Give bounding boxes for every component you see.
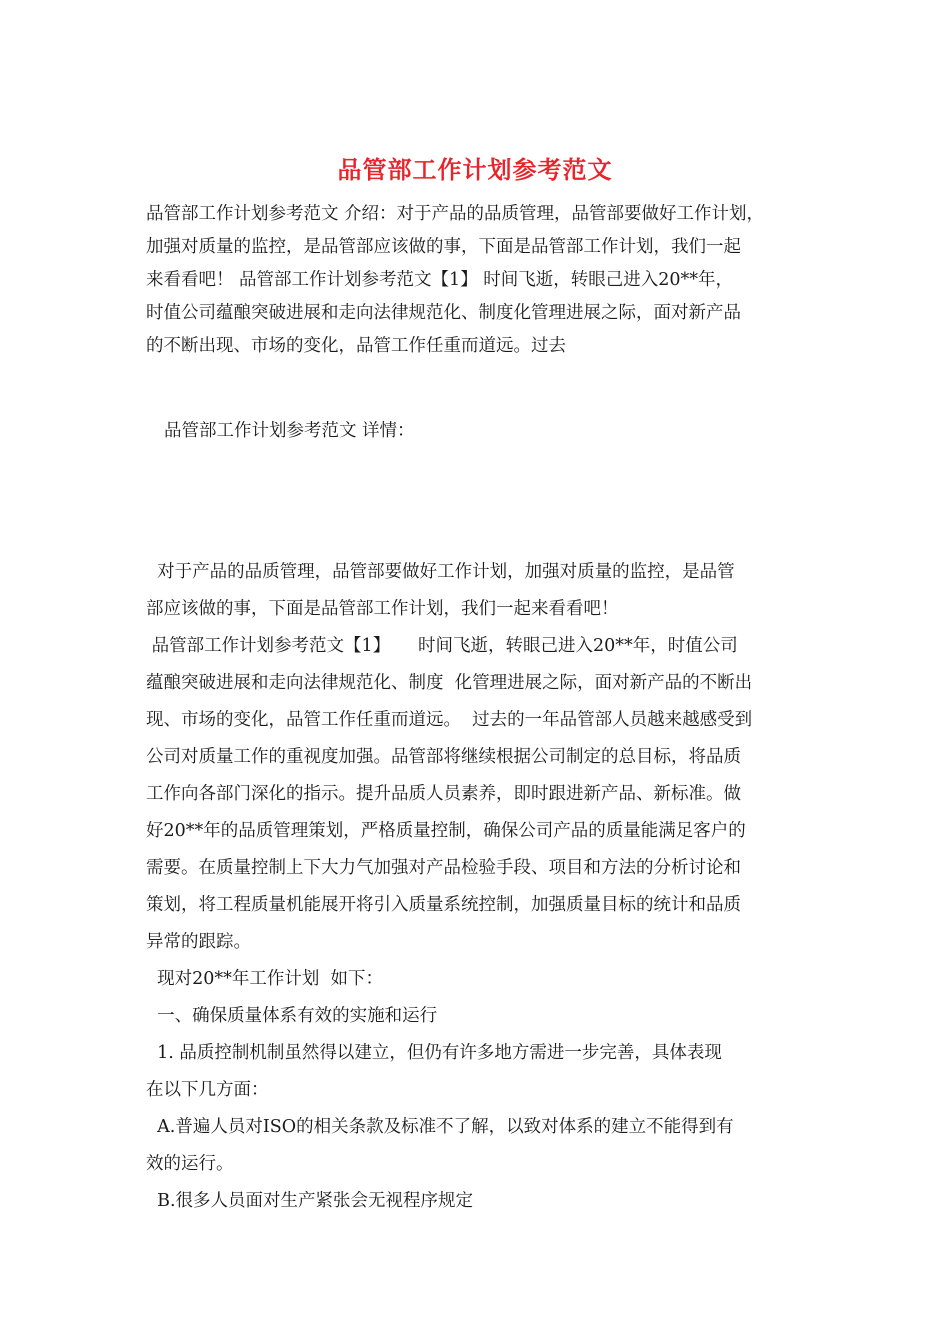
body-line: 工作向各部门深化的指示。提升品质人员素养，即时跟进新产品、新标准。做 <box>146 784 741 804</box>
body-line: 蕴酿突破进展和走向法律规范化、制度 化管理进展之际，面对新产品的不断出 <box>146 673 753 693</box>
body-line: 需要。在质量控制上下大力气加强对产品检验手段、项目和方法的分析讨论和 <box>146 858 741 878</box>
summary-block <box>146 198 826 363</box>
detail-heading: 品管部工作计划参考范文 详情： <box>164 421 415 441</box>
body-line: 现、市场的变化，品管工作任重而道远。 过去的一年品管部人员越来越感受到 <box>146 710 753 730</box>
body-line: 效的运行。 <box>146 1154 234 1174</box>
body-line: 部应该做的事，下面是品管部工作计划，我们一起来看看吧！ <box>146 599 619 619</box>
body-line: B.很多人员面对生产紧张会无视程序规定 <box>146 1191 474 1211</box>
body-line: A.普遍人员对ISO的相关条款及标准不了解，以致对体系的建立不能得到有 <box>146 1117 734 1137</box>
summary-line: 品管部工作计划参考范文 介绍：对于产品的品质管理，品管部要做好工作计划， <box>146 204 765 224</box>
body-line: 好20**年的品质管理策划，严格质量控制，确保公司产品的质量能满足客户的 <box>146 821 746 841</box>
body-line: 策划，将工程质量机能展开将引入质量系统控制，加强质量目标的统计和品质 <box>146 895 741 915</box>
body-line: 公司对质量工作的重视度加强。品管部将继续根据公司制定的总目标，将品质 <box>146 747 741 767</box>
body-line: 1. 品质控制机制虽然得以建立，但仍有许多地方需进一步完善，具体表现 <box>146 1043 722 1063</box>
body-line: 对于产品的品质管理，品管部要做好工作计划，加强对质量的监控，是品管 <box>146 562 735 582</box>
summary-line: 来看看吧！ 品管部工作计划参考范文【1】 时间飞逝，转眼己进入20**年， <box>146 270 734 290</box>
body-block <box>146 554 826 1220</box>
body-line: 一、确保质量体系有效的实施和运行 <box>146 1006 438 1026</box>
body-line: 品管部工作计划参考范文【1】 时间飞逝，转眼己进入20**年，时值公司 <box>146 636 738 656</box>
document-title: 品管部工作计划参考范文 <box>337 155 613 184</box>
summary-line: 加强对质量的监控，是品管部应该做的事，下面是品管部工作计划，我们一起 <box>146 237 741 257</box>
summary-line: 时值公司蕴酿突破进展和走向法律规范化、制度化管理进展之际，面对新产品 <box>146 303 741 323</box>
body-line: 异常的跟踪。 <box>146 932 251 952</box>
summary-line: 的不断出现、市场的变化，品管工作任重而道远。过去 <box>146 336 566 356</box>
body-line: 现对20**年工作计划 如下： <box>146 969 384 989</box>
body-line: 在以下几方面： <box>146 1080 269 1100</box>
